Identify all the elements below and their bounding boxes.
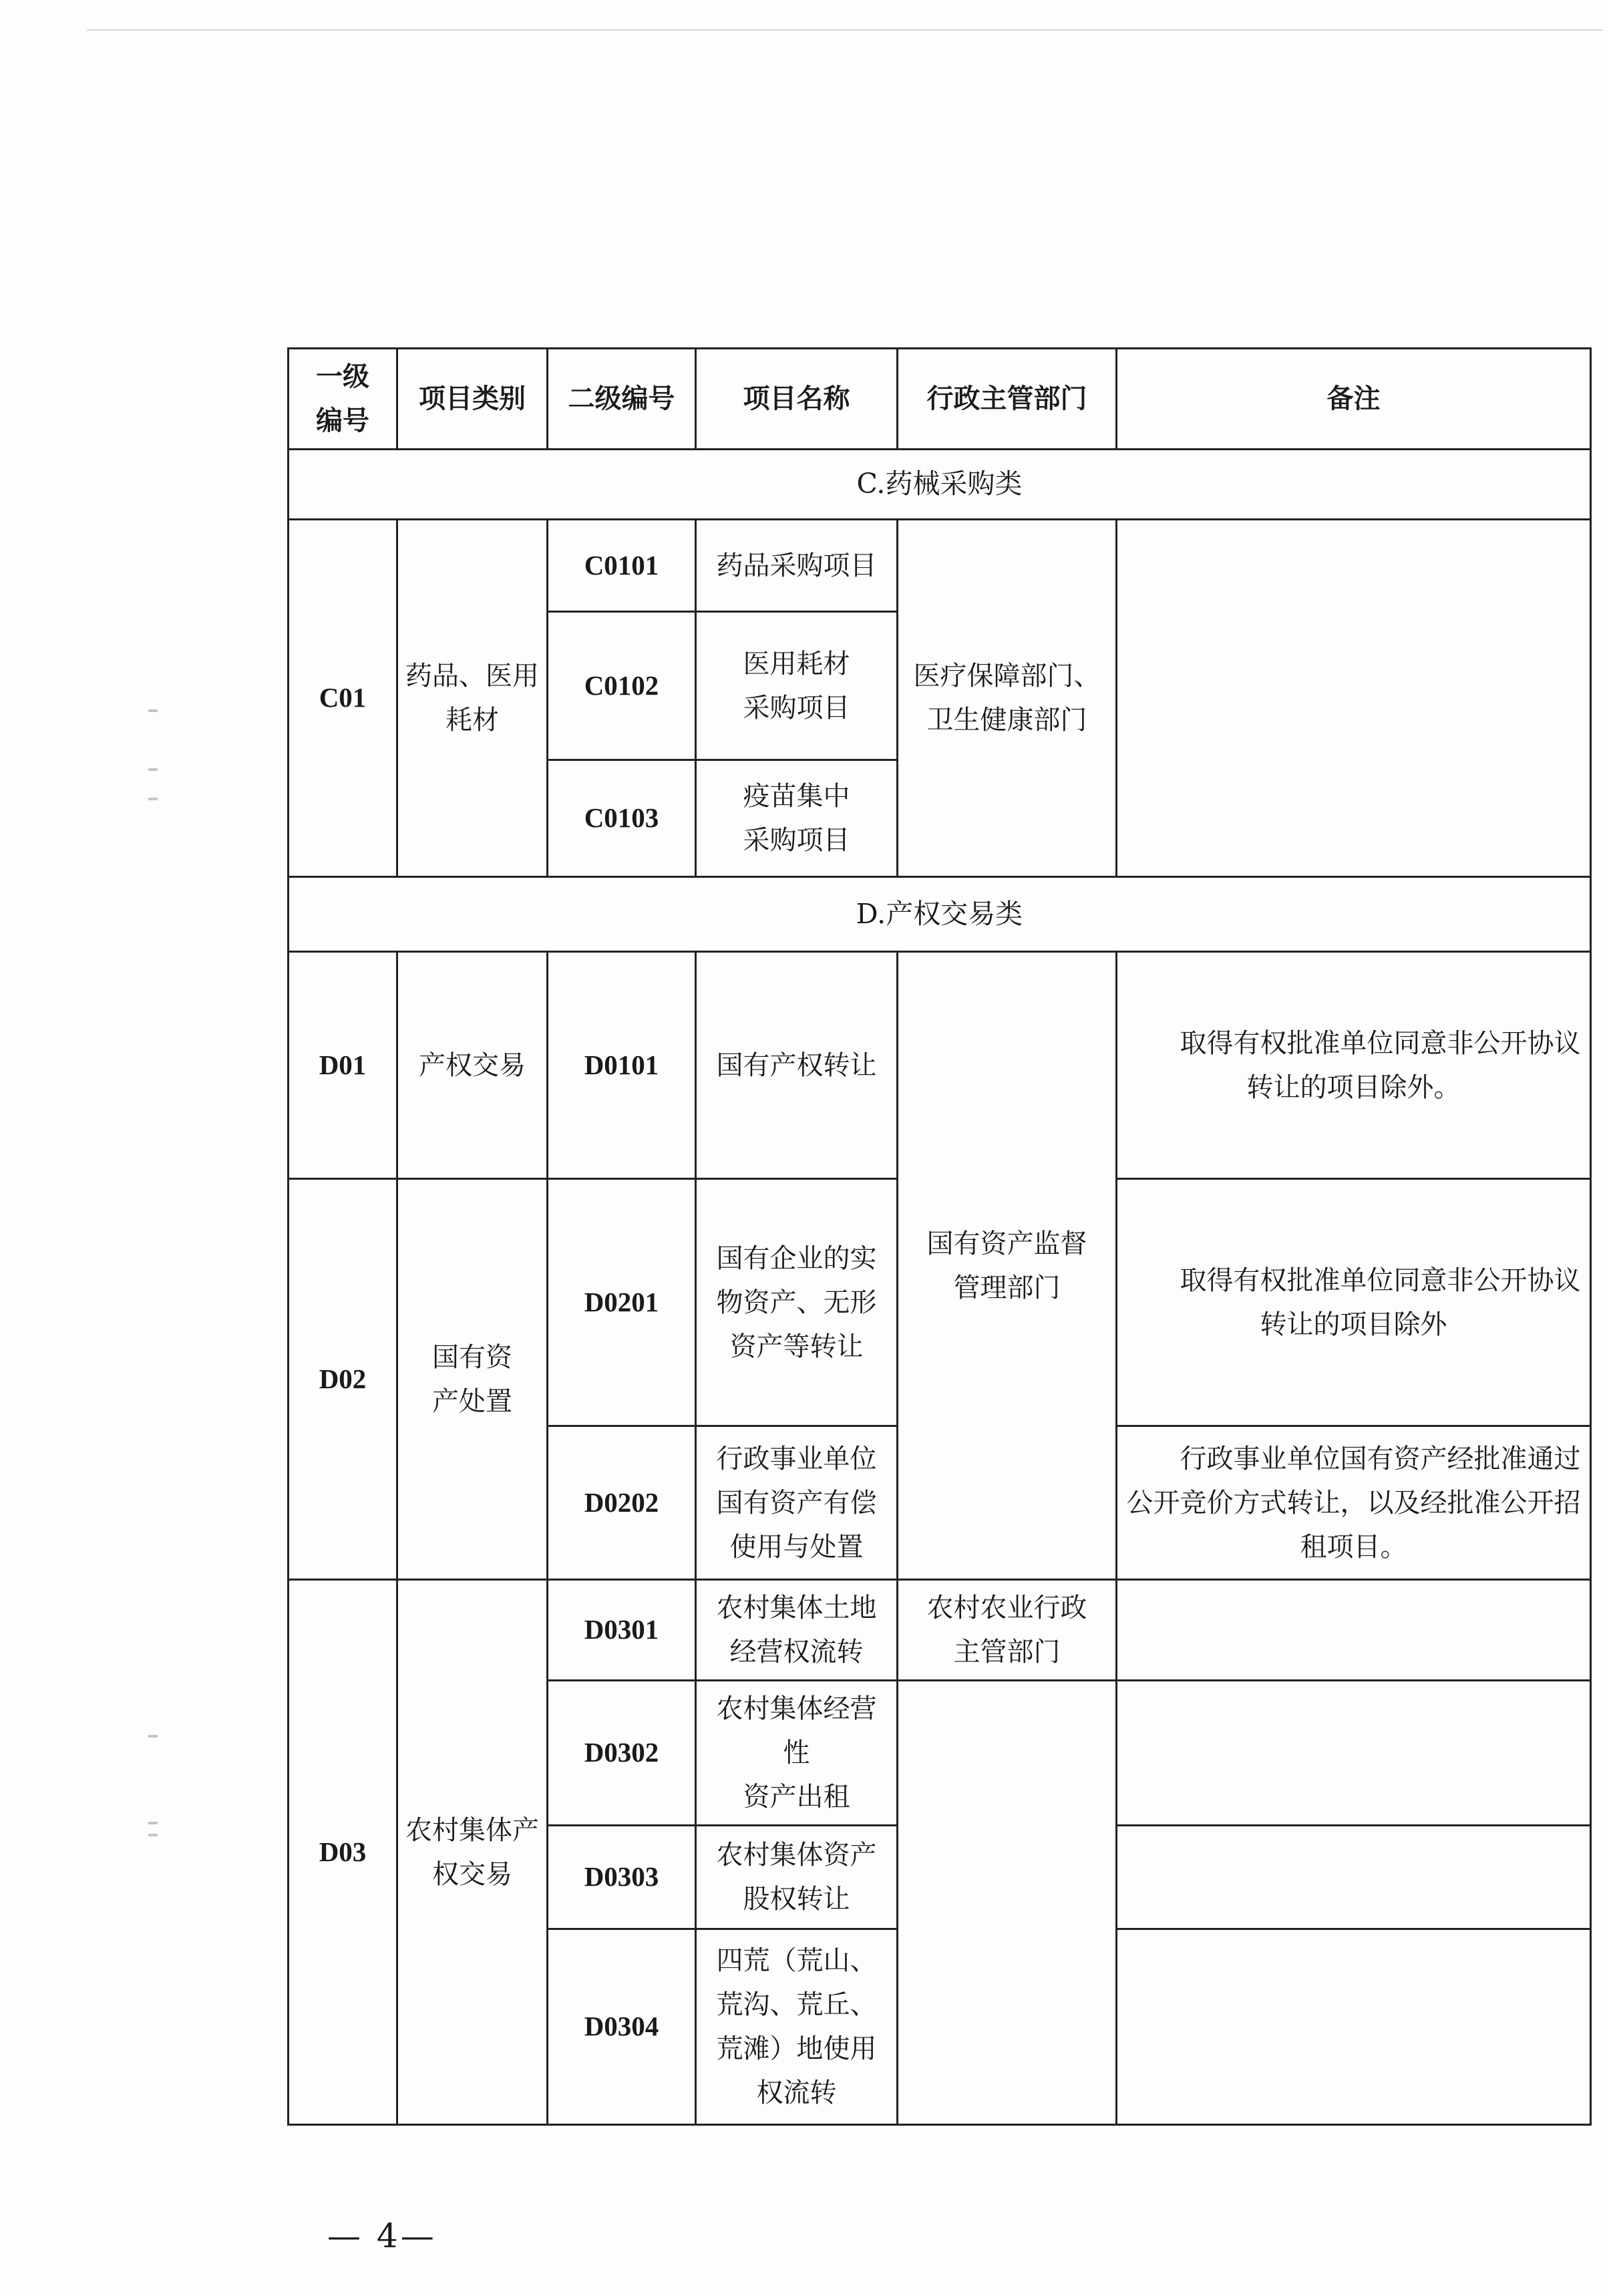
level2-code: D0101: [548, 952, 696, 1179]
remarks-cell: [1117, 1681, 1591, 1826]
level2-code: D0201: [548, 1179, 696, 1426]
project-name: 疫苗集中 采购项目: [696, 760, 898, 877]
remarks-text: 取得有权批准单位同意非公开协议转让的项目除外: [1180, 1265, 1581, 1340]
level2-code: C0101: [548, 520, 696, 612]
project-name: 国有产权转让: [696, 952, 898, 1179]
table-row: [289, 1580, 1591, 1681]
section-title-c: C.药械采购类: [289, 450, 1591, 520]
category-c01: 药品、医用 耗材: [397, 520, 548, 877]
level2-code: D0202: [548, 1426, 696, 1580]
level2-code: D0303: [548, 1826, 696, 1929]
table-row: [289, 952, 1591, 1179]
header-project-name: 项目名称: [696, 349, 898, 450]
remarks-text: 取得有权批准单位同意非公开协议转让的项目除外。: [1180, 1027, 1581, 1103]
remarks-cell: [1117, 1179, 1591, 1426]
project-name: 农村集体经营性 资产出租: [696, 1681, 898, 1826]
remarks-cell: [1117, 1826, 1591, 1929]
table-row: [289, 520, 1591, 612]
page-number: — 4—: [327, 2217, 437, 2255]
level1-code-d01: D01: [289, 952, 397, 1179]
level1-code-c01: C01: [289, 520, 397, 877]
category-d01: 产权交易: [397, 952, 548, 1179]
scan-mark: [148, 1735, 158, 1738]
scan-mark: [148, 1822, 158, 1824]
scan-top-rule: [87, 29, 1603, 31]
header-department: 行政主管部门: [898, 349, 1117, 450]
level2-code: C0102: [548, 612, 696, 760]
remarks-cell: [1117, 1426, 1591, 1580]
remarks-text: 行政事业单位国有资产经批准通过公开竞价方式转让，以及经批准公开招租项目。: [1126, 1443, 1581, 1563]
level1-code-d02: D02: [289, 1179, 397, 1580]
remarks-c01: [1117, 520, 1591, 877]
project-name: 国有企业的实物资产、无形资产等转让: [696, 1179, 898, 1426]
level2-code: C0103: [548, 760, 696, 877]
project-name: 医用耗材 采购项目: [696, 612, 898, 760]
project-catalog-table: [287, 347, 1592, 2126]
header-level1-code: 一级 编号: [289, 349, 397, 450]
department-rural: 农村农业行政 主管部门: [898, 1580, 1117, 1681]
level2-code: D0302: [548, 1681, 696, 1826]
remarks-cell: [1117, 1580, 1591, 1681]
department-c01: 医疗保障部门、 卫生健康部门: [898, 520, 1117, 877]
scan-mark: [148, 768, 158, 771]
scan-mark: [148, 709, 158, 712]
section-row-c: [289, 450, 1591, 520]
header-row: [289, 349, 1591, 450]
department-state-assets: 国有资产监督 管理部门: [898, 952, 1117, 1580]
project-name: 行政事业单位国有资产有偿使用与处置: [696, 1426, 898, 1580]
level2-code: D0304: [548, 1929, 696, 2125]
header-remarks: 备注: [1117, 349, 1591, 450]
section-title-d: D.产权交易类: [289, 877, 1591, 952]
category-d03: 农村集体产 权交易: [397, 1580, 548, 2125]
level2-code: D0301: [548, 1580, 696, 1681]
header-level2-code: 二级编号: [548, 349, 696, 450]
scan-mark: [148, 798, 158, 800]
remarks-cell: [1117, 1929, 1591, 2125]
level1-code-d03: D03: [289, 1580, 397, 2125]
section-row-d: [289, 877, 1591, 952]
project-name: 农村集体资产 股权转让: [696, 1826, 898, 1929]
header-category: 项目类别: [397, 349, 548, 450]
project-name: 农村集体土地 经营权流转: [696, 1580, 898, 1681]
remarks-cell: [1117, 952, 1591, 1179]
scan-mark: [148, 1834, 158, 1836]
project-name: 药品采购项目: [696, 520, 898, 612]
category-d02: 国有资 产处置: [397, 1179, 548, 1580]
department-empty: [898, 1681, 1117, 2125]
project-name: 四荒（荒山、荒沟、荒丘、荒滩）地使用权流转: [696, 1929, 898, 2125]
